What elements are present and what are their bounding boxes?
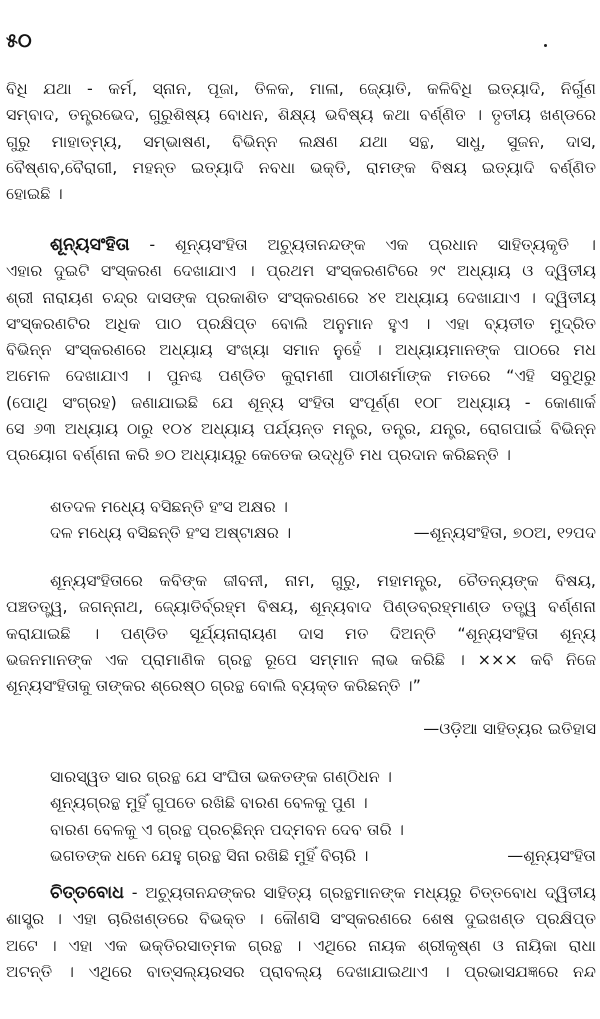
section-heading: ଶୂନ୍ୟସଂହିତା <box>50 235 130 255</box>
text-line: ଅମେଳ ଦେଖାଯାଏ । ପୁନଶ୍ଚ ପଣ୍ଡିତ କୁରାମଣୀ ପାଠୀଶର୍ମାଙ୍କ ମତରେ “ଏହି ସବୁଥିରୁ <box>6 366 596 386</box>
quote-source: —ଶୂନ୍ୟସଂହିତା, ୭୦ଅ, ୧୨ପଦ <box>413 523 596 543</box>
text-line: ଏହାର ଦୁଇଟି ସଂସ୍କରଣ ଦେଖାଯାଏ । ପ୍ରଥମ ସଂସ୍କରଣଟିରେ ୨୯ ଅଧ୍ୟାୟ ଓ ଦ୍ୱିତୀୟ <box>6 261 596 281</box>
section-intro-text: - ଅଚ୍ୟୁତାନନ୍ଦଙ୍କର ସାହିତ୍ୟ ଗ୍ରନ୍ଥମାନଙ୍କ ମଧ୍ୟରୁ ଚିତ୍ତବୋଧ ଦ୍ୱିତୀୟ <box>123 883 596 902</box>
text-line: ପ୍ରୟୋଗ ବର୍ଣ୍ଣନା କରି ୭୦ ଅଧ୍ୟାୟରୁ କେତେକ ଉଦ୍ଧୃତି ମଧ ପ୍ରଦାନ କରିଛନ୍ତି । <box>6 445 512 465</box>
text-line: ଅଟନ୍ତି । ଏଥିରେ ବାତ୍ସଲ୍ୟରସର ପ୍ରାବଲ୍ୟ ଦେଖାଯାଇଥାଏ । ପ୍ରଭାସଯଜ୍ଞରେ ନନ୍ଦ <box>6 961 596 981</box>
section-chitta-bodha <box>6 880 596 985</box>
text-line: ବିଧି ଯଥା - କର୍ମ, ସ୍ନାନ, ପୂଜା, ତିଳକ, ମାଳା, ଜ୍ୟୋତି, କଳିବିଧି ଇତ୍ୟାଦି, ନିର୍ଗୁଣ <box>6 79 596 98</box>
section-shunya-samhita <box>6 232 596 469</box>
citation-source: —ଓଡ଼ିଆ ସାହିତ୍ୟର ଇତିହାସ <box>423 719 596 738</box>
verse-source: —ଶୂନ୍ୟସଂହିତା <box>507 845 596 865</box>
verse-line-with-source <box>40 843 596 869</box>
text-line: ବିଭିନ୍ନ ସଂସ୍କରଣରେ ଅଧ୍ୟାୟ ସଂଖ୍ୟା ସମାନ ନୁହେଁ । ଅଧ୍ୟାୟମାନଙ୍କ ପାଠରେ ମଧ <box>6 340 596 360</box>
verse-line: ବାରଣ ବେଳକୁ ଏ ଗ୍ରନ୍ଥ ପ୍ରଚ୍ଛିନ୍ନ ପଦ୍ମବନ ଦେବ ତାରି । <box>50 819 405 839</box>
text-line: ଶୂନ୍ୟସଂହିତାକୁ ତାଙ୍କର ଶ୍ରେଷ୍ଠ ଗ୍ରନ୍ଥ ବୋଲି ବ୍ୟକ୍ତ କରିଛନ୍ତି ।” <box>6 676 421 696</box>
page-number: ୫୦ <box>6 30 32 52</box>
text-line: ଅଟେ । ଏହା ଏକ ଭକ୍ତିରସାତ୍ମକ ଗ୍ରନ୍ଥ । ଏଥିରେ ନାୟକ ଶ୍ରୀକୃଷ୍ଣ ଓ ନାୟିକା ରାଧା <box>6 935 596 955</box>
print-speck <box>544 44 547 47</box>
text-line: ଭଜନମାନଙ୍କ ଏକ ପ୍ରାମାଣିକ ଗ୍ରନ୍ଥ ରୂପେ ସମ୍ମାନ ଲାଭ କରିଛି । ××× କବି ନିଜେ <box>6 649 596 669</box>
text-line: ବୈଷ୍ଣବ,ବୈରାଗୀ, ମହନ୍ତ ଇତ୍ୟାଦି ନବଧା ଭକ୍ତି, ରାମଙ୍କ ବିଷୟ ଇତ୍ୟାଦି ବର୍ଣ୍ଣିତ <box>6 157 596 177</box>
verse-line: ଭଗତଙ୍କ ଧନେ ଯେହୁ ଗ୍ରନ୍ଥ ସିନା ରଖିଛି ମୁହିଁ ବିଚାରି । <box>50 845 369 865</box>
section-intro-text: - ଶୂନ୍ୟସଂହିତା ଅଚ୍ୟୁତାନନ୍ଦଙ୍କ ଏକ ପ୍ରଧାନ ସାହିତ୍ୟକୃତି । <box>129 235 596 254</box>
text-line: ଶୂନ୍ୟସଂହିତାରେ କବିଙ୍କ ଜୀବନୀ, ନାମ, ଗୁରୁ, ମହାମନ୍ତ୍ର, ଚୈତନ୍ୟଙ୍କ ବିଷୟ, <box>50 571 596 590</box>
section-first-line <box>6 880 596 906</box>
verse-line: ସାରସ୍ୱତ ସାର ଗ୍ରନ୍ଥ ଯେ ସଂଘିତା ଭକତଙ୍କ ଗଣ୍ଠିଧନ । <box>50 767 393 786</box>
verse-block <box>40 764 596 869</box>
paragraph-2 <box>6 568 596 699</box>
text-line: ସମ୍ବାଦ, ତନ୍ତ୍ରଭେଦ, ଗୁରୁଶିଷ୍ୟ ବୋଧନ, ଶିକ୍ଷ୍ୟ ଭବିଷ୍ୟ କଥା ବର୍ଣ୍ଣିତ । ତୃତୀୟ ଖଣ୍ଡରେ <box>6 105 596 125</box>
text-line: ପଞ୍ଚତତ୍ତ୍ୱ, ଜଗନ୍ନାଥ, ଜ୍ୟୋତିର୍ବ୍ରହ୍ମ ବିଷୟ, ଶୂନ୍ୟବାଦ ପିଣ୍ଡବ୍ରହ୍ମାଣ୍ଡ ତତ୍ତ୍ୱ ବର୍ଣ୍ଣନା <box>6 597 596 617</box>
text-line: ସେ ୬୩ ଅଧ୍ୟାୟ ଠାରୁ ୧୦୪ ଅଧ୍ୟାୟ ପର୍ଯ୍ୟନ୍ତ ମନ୍ତ୍ର, ତନ୍ତ୍ର, ଯନ୍ତ୍ର, ରୋଗପାଇଁ ବିଭିନ୍ନ <box>6 419 596 439</box>
verse-line: ଶୂନ୍ୟଗ୍ରନ୍ଥ ମୁହିଁ ଗୁପତେ ରଖିଛି ବାରଣ ବେଳକୁ ପୁଣ । <box>50 793 368 813</box>
text-line: କରାଯାଇଛି । ପଣ୍ଡିତ ସୂର୍ଯ୍ୟନାରାୟଣ ଦାସ ମତ ଦିଅନ୍ତି “ଶୂନ୍ୟସଂହିତା ଶୂନ୍ୟ <box>6 623 596 643</box>
text-line: ସଂସ୍କରଣଟିର ଅଧିକ ପାଠ ପ୍ରକ୍ଷିପ୍ତ ବୋଲି ଅନୁମାନ ହୁଏ । ଏହା ବ୍ୟତୀତ ମୁଦ୍ରିତ <box>6 313 596 333</box>
paragraph-1 <box>6 76 596 207</box>
text-line: ଶାସ୍ତ୍ର । ଏହା ଚାରିଖଣ୍ଡରେ ବିଭକ୍ତ । କୌଣସି ସଂସ୍କରଣରେ ଶେଷ ଦୁଇଖଣ୍ଡ ପ୍ରକ୍ଷିପ୍ତ <box>6 909 596 929</box>
text-line: ଶ୍ରୀ ନାରାୟଣ ଚନ୍ଦ୍ର ଦାସଙ୍କ ପ୍ରକାଶିତ ସଂସ୍କରଣରେ ୪୧ ଅଧ୍ୟାୟ ଦେଖାଯାଏ । ଦ୍ୱିତୀୟ <box>6 287 596 307</box>
paragraph-2-source-wrap <box>6 716 596 742</box>
text-line: (ପୋଥି ସଂଗ୍ରହ) ଜଣାଯାଇଛି ଯେ ଶୂନ୍ୟ ସଂହିତା ସଂପୂର୍ଣ୍ଣ ୧୦୮ ଅଧ୍ୟାୟ - କୋଣାର୍କ <box>6 392 596 412</box>
text-line: ଗୁରୁ ମାହାତ୍ମ୍ୟ, ସମ୍ଭାଷଣ, ବିଭିନ୍ନ ଲକ୍ଷଣ ଯଥା ସନ୍ଥ, ସାଧୁ, ସୁଜନ, ଦାସ, <box>6 131 596 151</box>
quote-line: ଶତଦଳ ମଧ୍ୟେ ବସିଛନ୍ତି ହଂସ ଅକ୍ଷର । <box>50 497 288 516</box>
quote-line: ଦଳ ମଧ୍ୟେ ବସିଛନ୍ତି ହଂସ ଅଷ୍ଟାକ୍ଷର । <box>50 523 292 543</box>
text-line: ହୋଇଛି । <box>6 184 63 204</box>
section-first-line <box>6 232 596 258</box>
quote-1 <box>50 494 596 547</box>
quote-line-with-source <box>50 520 596 546</box>
section-heading: ଚିତ୍ତବୋଧ <box>50 883 124 903</box>
